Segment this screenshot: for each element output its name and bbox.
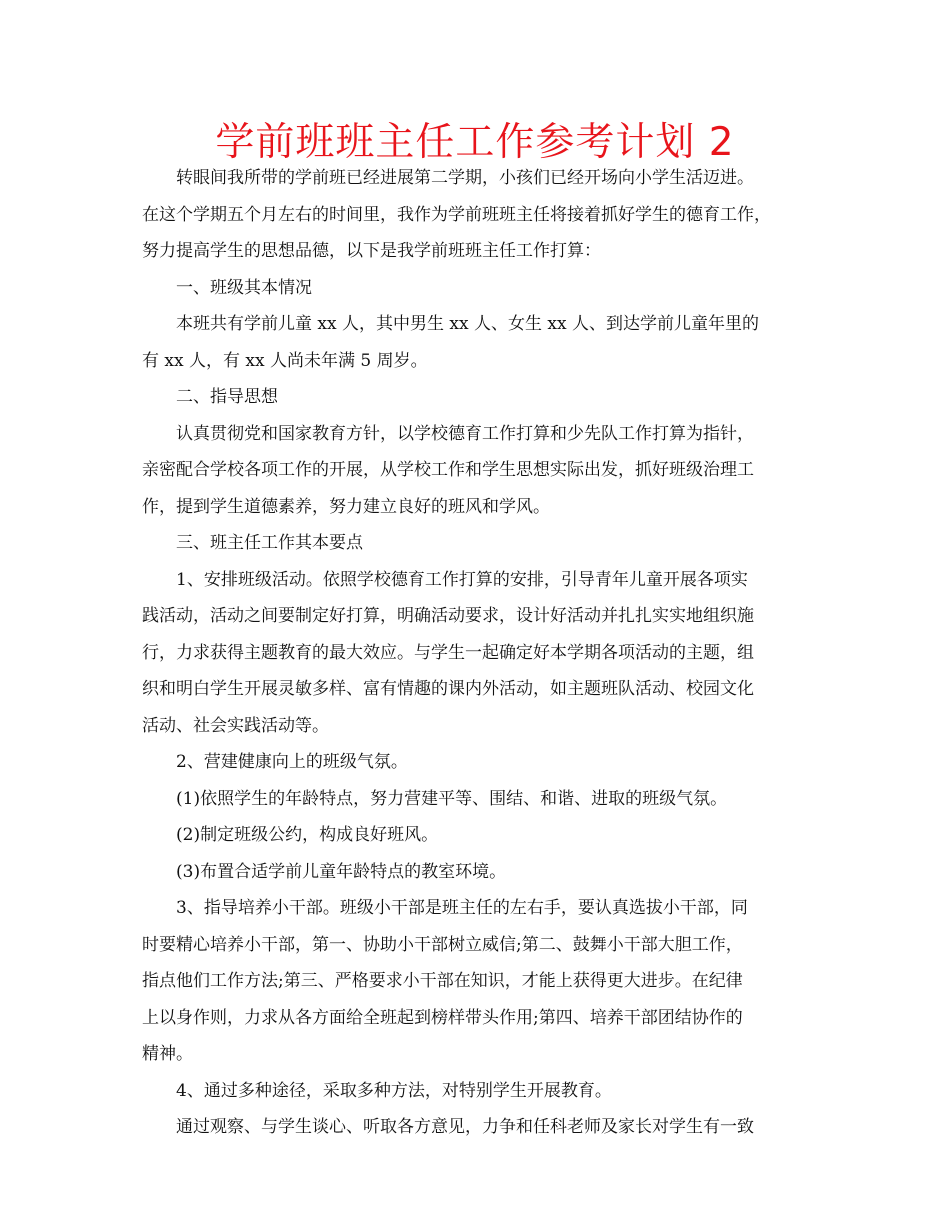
paragraph [142,416,812,526]
paragraph [142,379,812,416]
text-line: (1)依照学生的年龄特点，努力营建平等、围结、和谐、进取的班级气氛。 [176,788,728,809]
paragraph [142,160,812,270]
document-title: 学前班班主任工作参考计划 2 [215,120,735,165]
text-line: 一、班级其本情况 [176,277,312,298]
text-line: 本班共有学前儿童 xx 人，其中男生 xx 人、女生 xx 人、到达学前儿童年里的 [176,314,759,334]
text-line: 二、指导思想 [176,387,278,407]
text-line: 时要精心培养小干部，第一、协助小干部树立威信;第二、鼓舞小干部大胆工作， [142,934,743,955]
text-line: 在这个学期五个月左右的时间里，我作为学前班班主任将接着抓好学生的德育工作， [142,204,771,225]
text-line: 上以身作则，力求从各方面给全班起到榜样带头作用;第四、培养干部团结协作的 [142,1007,743,1028]
text-line: (2)制定班级公约，构成良好班风。 [176,825,439,845]
text-line: 努力提高学生的思想品德，以下是我学前班班主任工作打算： [142,241,601,261]
text-line: 活动、社会实践活动等。 [142,715,329,736]
text-line: 织和明白学生开展灵敏多样、富有情趣的课内外活动，如主题班队活动、校园文化 [142,679,754,699]
text-line: 认真贯彻党和国家教育方针，以学校德育工作打算和少先队工作打算为指针， [176,423,754,444]
text-line: 4、通过多种途径，采取多种方法，对特别学生开展教育。 [176,1080,612,1101]
paragraph [142,562,812,745]
document-body [142,160,812,1146]
text-line: 精神。 [142,1044,193,1064]
paragraph [142,306,812,379]
paragraph [142,1109,812,1146]
text-line: 1、安排班级活动。依照学校德育工作打算的安排，引导青年儿童开展各项实 [176,569,748,590]
text-line: (3)布置合适学前儿童年龄特点的教室环境。 [176,861,507,882]
paragraph [142,817,812,854]
text-line: 亲密配合学校各项工作的开展，从学校工作和学生思想实际出发，抓好班级治理工 [142,460,754,480]
paragraph [142,854,812,891]
paragraph [142,744,812,781]
text-line: 转眼间我所带的学前班已经进展第二学期，小孩们已经开场向小学生活迈进。 [176,168,754,188]
text-line: 作，提到学生道德素养，努力建立良好的班风和学风。 [142,496,550,517]
text-line: 三、班主任工作其本要点 [176,533,363,553]
text-line: 通过观察、与学生谈心、听取各方意见，力争和任科老师及家长对学生有一致 [176,1117,754,1137]
paragraph [142,890,812,1073]
text-line: 指点他们工作方法;第三、严格要求小干部在知识，才能上获得更大进步。在纪律 [142,971,743,991]
paragraph [142,1073,812,1110]
text-line: 2、营建健康向上的班级气氛。 [176,752,408,772]
text-line: 践活动，活动之间要制定好打算，明确活动要求，设计好活动并扎扎实实地组织施 [142,606,754,626]
text-line: 有 xx 人，有 xx 人尚未年满 5 周岁。 [142,350,428,371]
paragraph [142,270,812,307]
text-line: 3、指导培养小干部。班级小干部是班主任的左右手，要认真选拔小干部，同 [176,898,748,918]
paragraph [142,781,812,818]
paragraph [142,525,812,562]
text-line: 行，力求获得主题教育的最大效应。与学生一起确定好本学期各项活动的主题，组 [142,642,754,663]
